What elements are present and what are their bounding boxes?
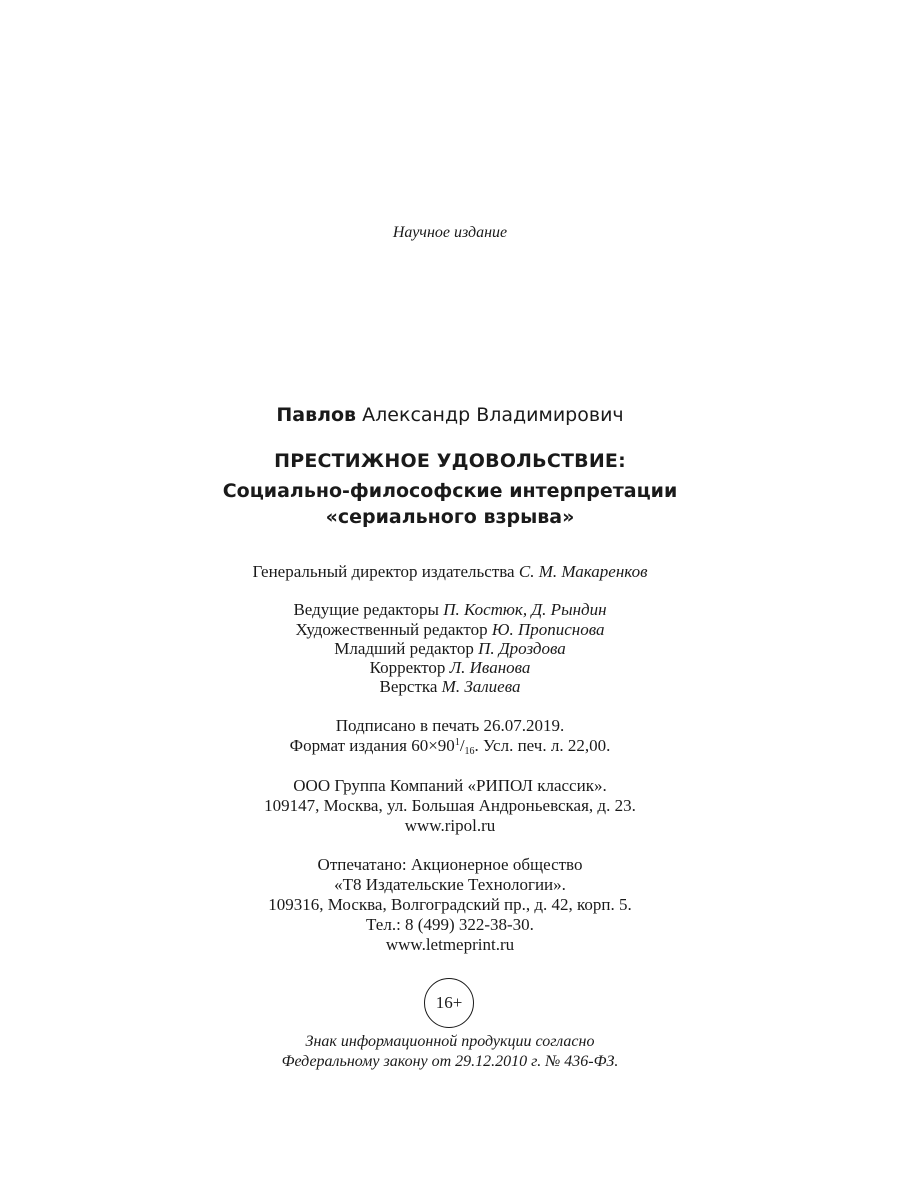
director-name: С. М. Макаренков xyxy=(518,562,648,581)
editor-credit xyxy=(0,620,900,640)
author-surname: Павлов xyxy=(276,404,357,426)
editor-role: Художественный редактор xyxy=(295,620,488,639)
publisher-site-link[interactable]: www.ripol.ru xyxy=(404,816,496,835)
editor-name: Л. Иванова xyxy=(449,658,531,677)
editor-name: П. Костюк, Д. Рындин xyxy=(443,600,607,619)
editor-name: П. Дроздова xyxy=(478,639,566,658)
editor-role: Младший редактор xyxy=(334,639,474,658)
edition-type: Научное издание xyxy=(392,224,508,241)
editor-name: Ю. Прописнова xyxy=(491,620,605,639)
book-subtitle-line1: Социально-философские интерпретации xyxy=(222,480,678,502)
editor-role: Корректор xyxy=(369,658,446,677)
publisher-address: 109147, Москва, ул. Большая Андроньевская, д. 23. xyxy=(264,796,636,815)
director-label: Генеральный директор издательства xyxy=(252,562,515,581)
printer-address: 109316, Москва, Волгоградский пр., д. 42, корп. 5. xyxy=(268,895,632,914)
editor-credit xyxy=(0,639,900,659)
format-suffix: . Усл. печ. л. 22,00. xyxy=(474,736,611,755)
editor-credit xyxy=(0,600,900,620)
editor-credit xyxy=(0,658,900,678)
publisher-name: ООО Группа Компаний «РИПОЛ классик». xyxy=(293,776,607,795)
printer-name: «Т8 Издательские Технологии». xyxy=(334,875,566,894)
notice-line2: Федеральному закону от 29.12.2010 г. № 436-ФЗ. xyxy=(281,1053,619,1070)
editor-credit xyxy=(0,677,900,697)
author-given-names: Александр Владимирович xyxy=(362,404,624,426)
book-title: ПРЕСТИЖНОЕ УДОВОЛЬСТВИЕ: xyxy=(274,450,626,472)
format-denominator: 16 xyxy=(464,746,475,757)
editor-role: Верстка xyxy=(379,677,438,696)
book-subtitle-line2: «сериального взрыва» xyxy=(325,506,575,528)
printer-label: Отпечатано: Акционерное общество xyxy=(317,855,583,874)
notice-line1: Знак информационной продукции согласно xyxy=(305,1033,595,1050)
editor-role: Ведущие редакторы xyxy=(293,600,439,619)
printer-site-link[interactable]: www.letmeprint.ru xyxy=(385,935,515,954)
director-line xyxy=(0,562,900,582)
format-prefix: Формат издания 60×90 xyxy=(289,736,455,755)
format-line: Формат издания $60\times 90^1/_{16}$. Усл. печ. л. 22,00. xyxy=(289,736,611,757)
author-line xyxy=(0,404,900,426)
printer-phone: Тел.: 8 (499) 322-38-30. xyxy=(366,915,534,934)
format-numerator: 1 xyxy=(454,737,460,748)
signed-to-print: Подписано в печать 26.07.2019. xyxy=(335,716,565,735)
age-rating-badge: 16+ xyxy=(424,978,474,1028)
editor-name: М. Залиева xyxy=(441,677,521,696)
